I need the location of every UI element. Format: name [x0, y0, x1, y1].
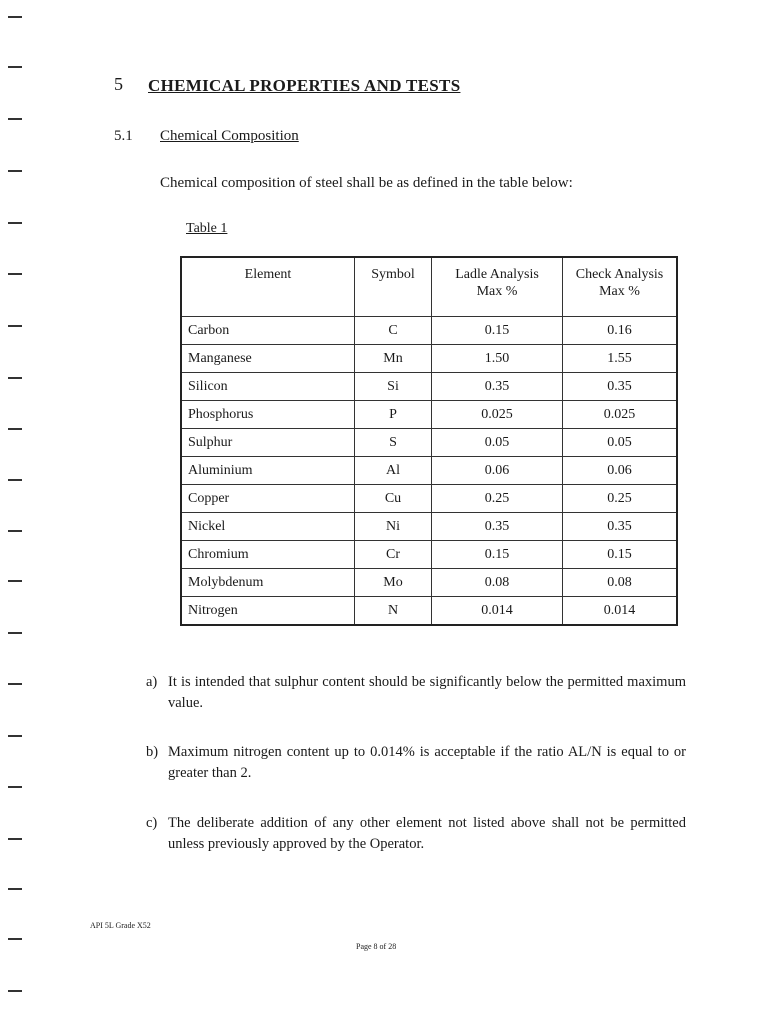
scan-margin-marks	[0, 0, 40, 1024]
check-cell: 0.16	[563, 317, 678, 345]
symbol-cell: S	[355, 429, 432, 457]
note-label: b)	[146, 744, 159, 760]
header-ladle-line1: Ladle Analysis	[455, 267, 539, 282]
table-caption: Table 1	[186, 221, 228, 236]
ladle-cell: 0.35	[432, 373, 563, 401]
table-row	[181, 373, 677, 401]
note-label: c)	[146, 815, 158, 831]
header-check-line1: Check Analysis	[575, 267, 664, 282]
symbol-cell: N	[355, 597, 432, 626]
check-cell: 0.06	[563, 457, 678, 485]
element-cell: Sulphur	[181, 429, 355, 457]
element-cell: Aluminium	[181, 457, 355, 485]
footer-page-number: Page 8 of 28	[356, 942, 397, 951]
check-cell: 0.15	[563, 541, 678, 569]
section-number: 5	[114, 74, 123, 94]
chemical-composition-table	[180, 256, 678, 626]
header-check-analysis	[563, 257, 678, 317]
ladle-cell: 0.15	[432, 541, 563, 569]
footer-document-id: API 5L Grade X52	[90, 921, 151, 930]
symbol-cell: Cr	[355, 541, 432, 569]
symbol-cell: Mo	[355, 569, 432, 597]
symbol-cell: Cu	[355, 485, 432, 513]
table-row	[181, 345, 677, 373]
element-cell: Molybdenum	[181, 569, 355, 597]
ladle-cell: 0.15	[432, 317, 563, 345]
ladle-cell: 0.08	[432, 569, 563, 597]
check-cell: 0.014	[563, 597, 678, 626]
element-cell: Nitrogen	[181, 597, 355, 626]
note-b	[146, 742, 686, 784]
header-element: Element	[181, 257, 355, 317]
element-cell: Nickel	[181, 513, 355, 541]
note-text: Maximum nitrogen content up to 0.014% is acceptable if the ratio AL/N is equal to or greater than 2.	[168, 744, 686, 781]
element-cell: Copper	[181, 485, 355, 513]
check-cell: 0.08	[563, 569, 678, 597]
table-row	[181, 317, 677, 345]
header-ladle-analysis	[432, 257, 563, 317]
table-row	[181, 597, 677, 626]
note-label: a)	[146, 674, 158, 690]
symbol-cell: Al	[355, 457, 432, 485]
symbol-cell: Si	[355, 373, 432, 401]
element-cell: Chromium	[181, 541, 355, 569]
ladle-cell: 1.50	[432, 345, 563, 373]
table-row	[181, 457, 677, 485]
ladle-cell: 0.06	[432, 457, 563, 485]
table-row	[181, 513, 677, 541]
table-row	[181, 485, 677, 513]
table-row	[181, 541, 677, 569]
table-row	[181, 569, 677, 597]
header-ladle-line2: Max %	[476, 284, 518, 299]
element-cell: Carbon	[181, 317, 355, 345]
ladle-cell: 0.025	[432, 401, 563, 429]
check-cell: 1.55	[563, 345, 678, 373]
element-cell: Phosphorus	[181, 401, 355, 429]
note-text: The deliberate addition of any other element not listed above shall not be permitted unless previously approved by the Operator.	[168, 815, 686, 852]
note-c	[146, 813, 686, 855]
header-check-line2: Max %	[599, 284, 640, 299]
note-a	[146, 672, 686, 714]
check-cell: 0.025	[563, 401, 678, 429]
header-symbol: Symbol	[355, 257, 432, 317]
symbol-cell: P	[355, 401, 432, 429]
symbol-cell: Mn	[355, 345, 432, 373]
element-cell: Manganese	[181, 345, 355, 373]
intro-paragraph: Chemical composition of steel shall be as defined in the table below:	[160, 175, 573, 191]
section-title: CHEMICAL PROPERTIES AND TESTS	[148, 76, 461, 95]
subsection-number: 5.1	[114, 128, 133, 144]
table-row	[181, 429, 677, 457]
ladle-cell: 0.35	[432, 513, 563, 541]
table-row	[181, 401, 677, 429]
ladle-cell: 0.05	[432, 429, 563, 457]
check-cell: 0.25	[563, 485, 678, 513]
symbol-cell: C	[355, 317, 432, 345]
table-header-row	[181, 257, 677, 317]
check-cell: 0.35	[563, 513, 678, 541]
element-cell: Silicon	[181, 373, 355, 401]
symbol-cell: Ni	[355, 513, 432, 541]
check-cell: 0.05	[563, 429, 678, 457]
note-text: It is intended that sulphur content should be significantly below the permitted maximum value.	[168, 674, 686, 711]
ladle-cell: 0.014	[432, 597, 563, 626]
subsection-title: Chemical Composition	[160, 128, 299, 144]
check-cell: 0.35	[563, 373, 678, 401]
ladle-cell: 0.25	[432, 485, 563, 513]
